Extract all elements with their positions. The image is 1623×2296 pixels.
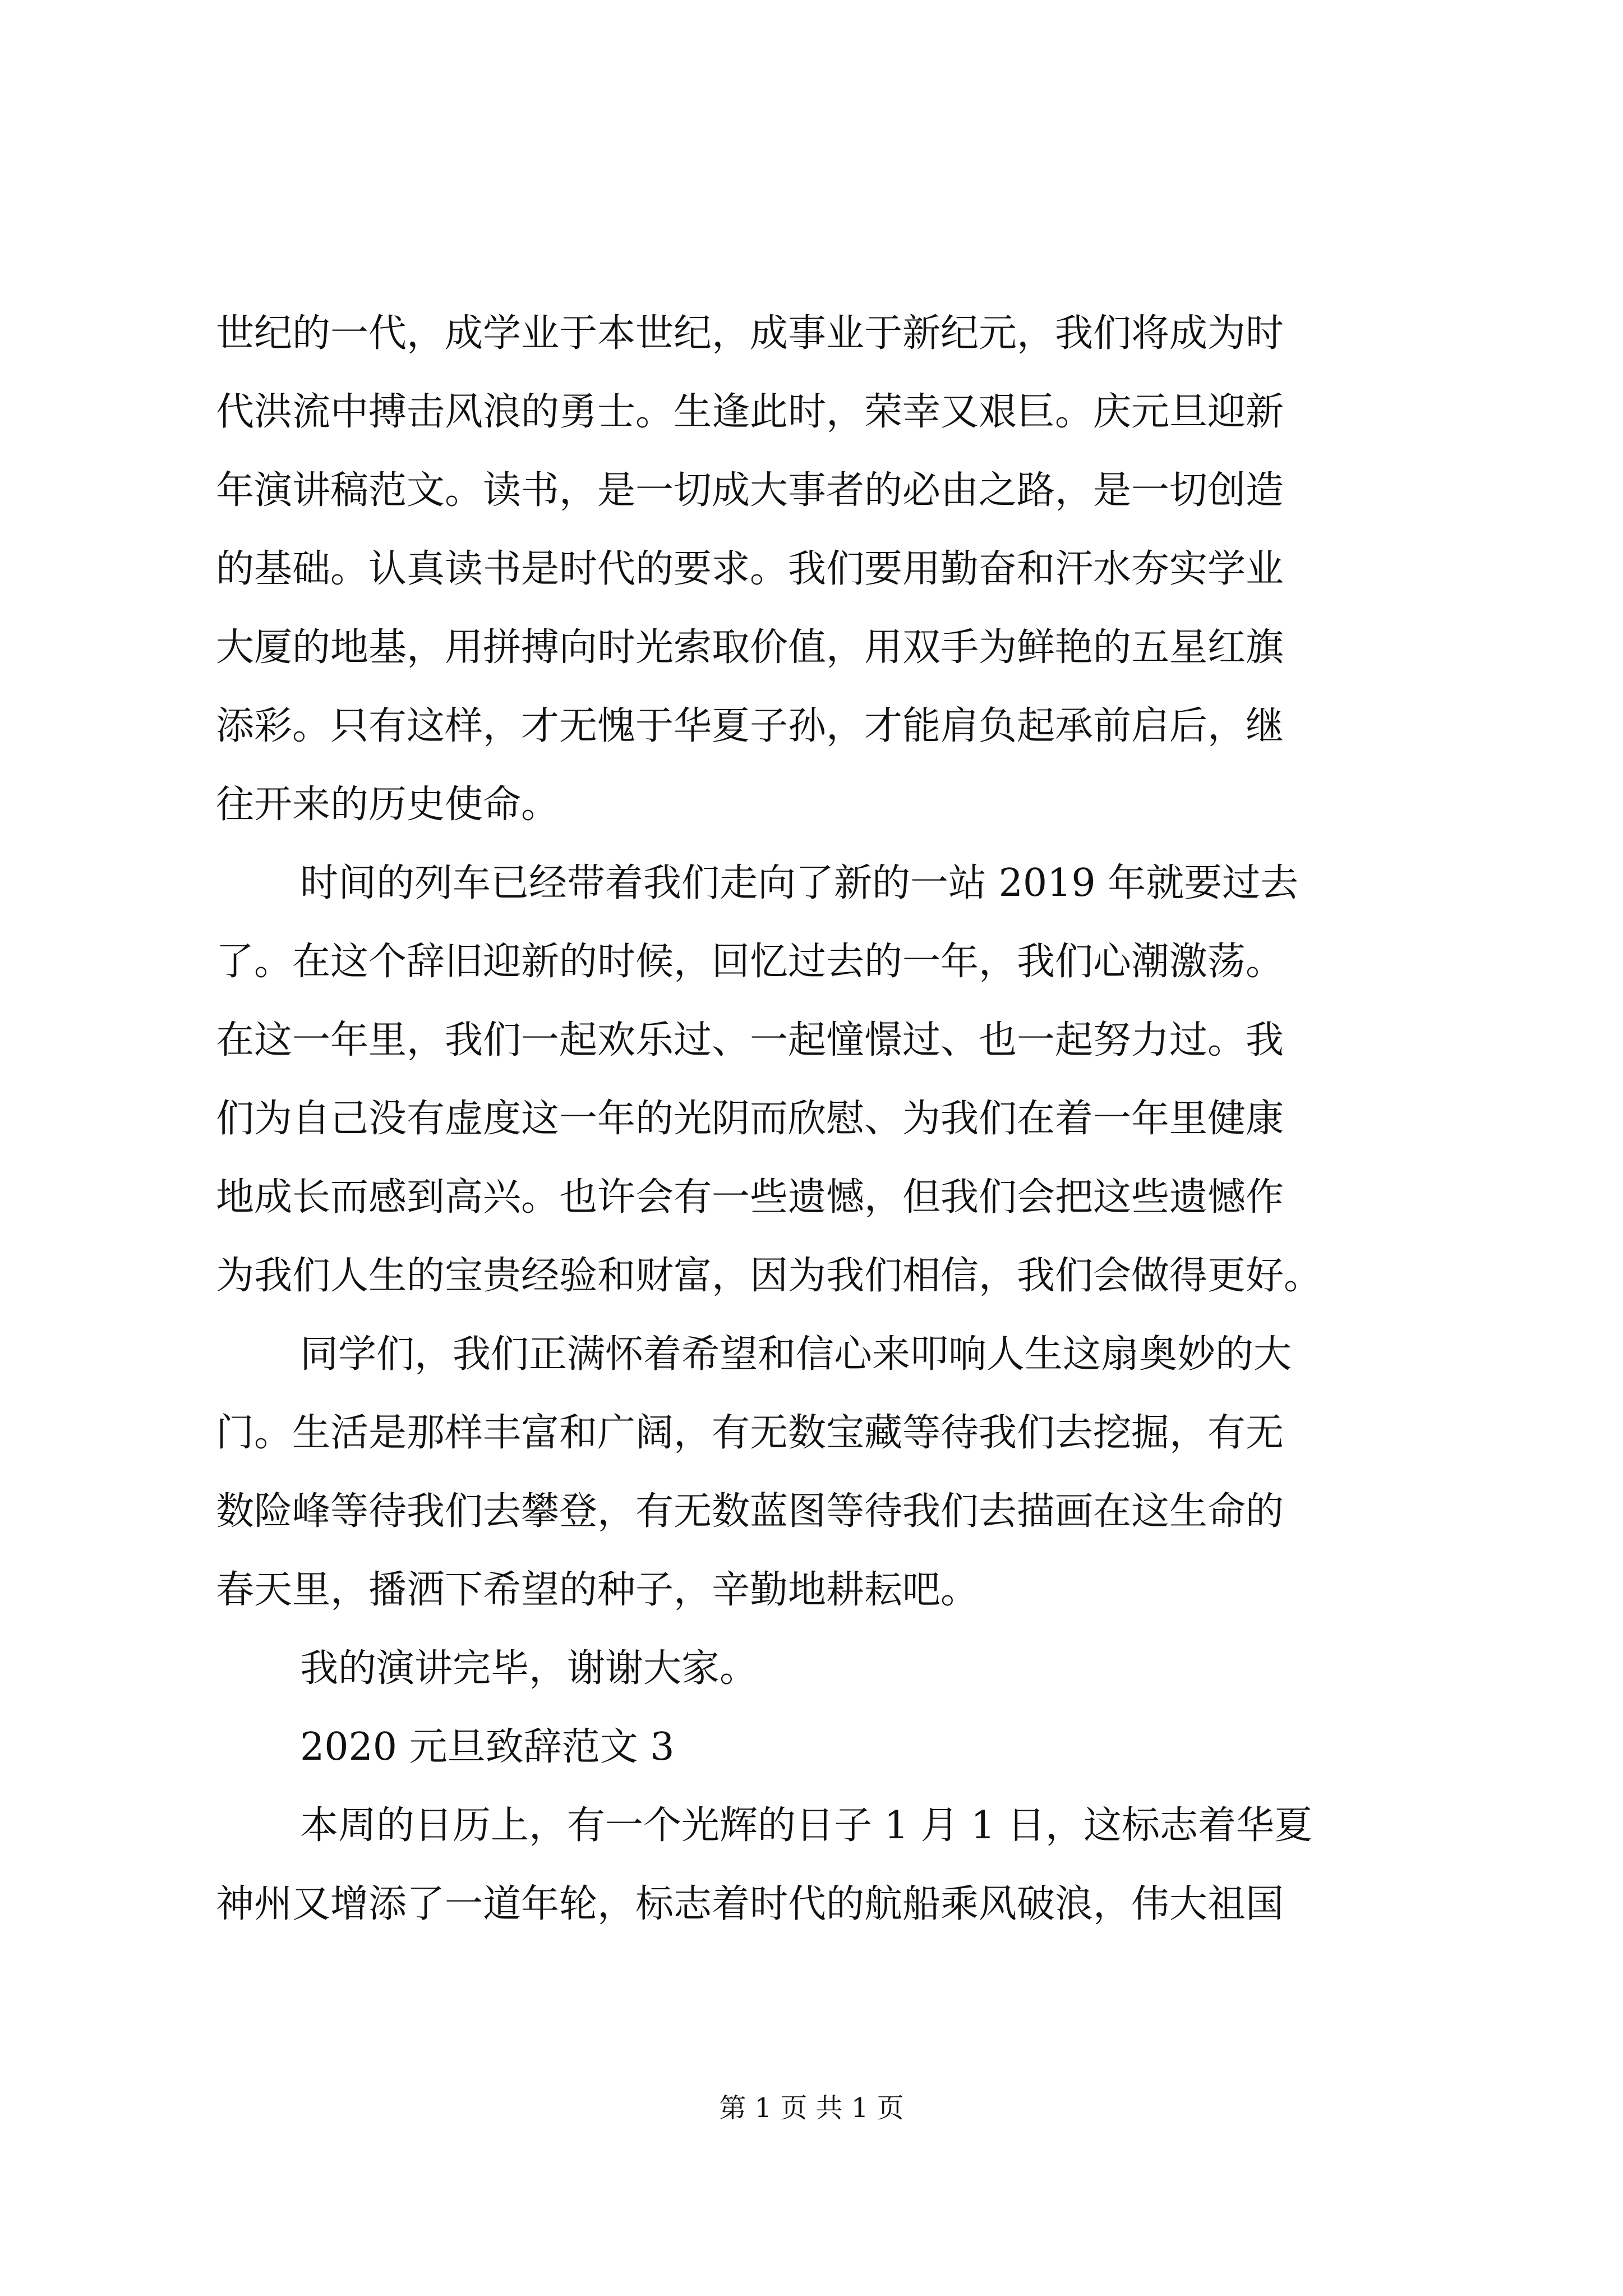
text-line-8: 时间的列车已经带着我们走向了新的一站 2019 年就要过去	[300, 861, 1299, 905]
text-line-13: 为我们人生的宝贵经验和财富，因为我们相信，我们会做得更好。	[216, 1254, 1322, 1298]
text-line-7: 往开来的历史使命。	[216, 783, 560, 827]
text-line-5: 大厦的地基，用拼搏向时光索取价值，用双手为鲜艳的五星红旗	[216, 625, 1284, 670]
text-line-17: 春天里，播洒下希望的种子，辛勤地耕耘吧。	[216, 1568, 979, 1612]
text-line-21: 神州又增添了一道年轮，标志着时代的航船乘风破浪，伟大祖国	[216, 1882, 1284, 1926]
text-line-18: 我的演讲完毕，谢谢大家。	[300, 1646, 758, 1691]
text-line-9: 了。在这个辞旧迎新的时候，回忆过去的一年，我们心潮激荡。	[216, 940, 1284, 984]
text-line-2: 代洪流中搏击风浪的勇士。生逢此时，荣幸又艰巨。庆元旦迎新	[216, 390, 1284, 434]
text-line-3: 年演讲稿范文。读书，是一切成大事者的必由之路，是一切创造	[216, 468, 1284, 513]
text-line-14: 同学们，我们正满怀着希望和信心来叩响人生这扇奥妙的大	[300, 1332, 1292, 1377]
text-line-4: 的基础。认真读书是时代的要求。我们要用勤奋和汗水夯实学业	[216, 547, 1284, 591]
text-line-1: 世纪的一代，成学业于本世纪，成事业于新纪元，我们将成为时	[216, 311, 1284, 356]
section-heading: 2020 元旦致辞范文 3	[300, 1725, 675, 1769]
text-line-6: 添彩。只有这样，才无愧于华夏子孙，才能肩负起承前启后，继	[216, 704, 1284, 748]
text-line-10: 在这一年里，我们一起欢乐过、一起憧憬过、也一起努力过。我	[216, 1018, 1284, 1062]
text-line-12: 地成长而感到高兴。也许会有一些遗憾，但我们会把这些遗憾作	[216, 1175, 1284, 1220]
text-line-20: 本周的日历上，有一个光辉的日子 1 月 1 日，这标志着华夏	[300, 1803, 1312, 1848]
text-line-16: 数险峰等待我们去攀登，有无数蓝图等待我们去描画在这生命的	[216, 1489, 1284, 1534]
page-footer: 第 1 页 共 1 页	[719, 2092, 904, 2124]
text-line-15: 门。生活是那样丰富和广阔，有无数宝藏等待我们去挖掘，有无	[216, 1411, 1284, 1455]
text-line-11: 们为自己没有虚度这一年的光阴而欣慰、为我们在着一年里健康	[216, 1097, 1284, 1141]
